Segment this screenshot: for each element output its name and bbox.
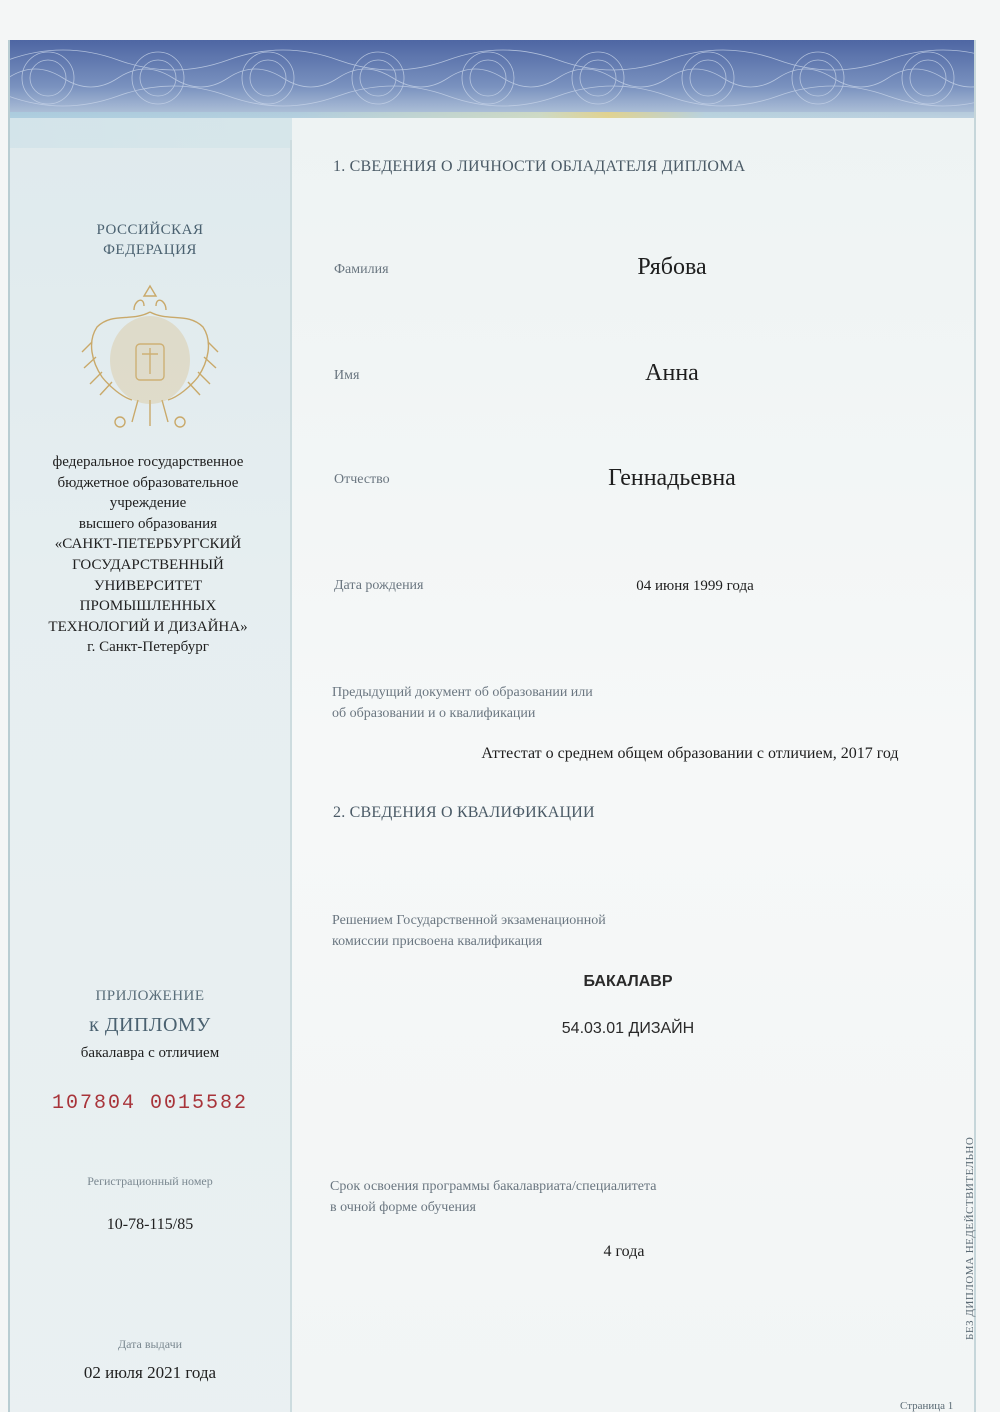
- column-divider: [290, 140, 292, 1412]
- qualification-label-line: комиссии присвоена квалификация: [332, 934, 543, 949]
- org-line: учреждение: [109, 495, 187, 512]
- country-name: РОССИЙСКАЯ ФЕДЕРАЦИЯ: [96, 222, 204, 258]
- org-line: высшего образования: [78, 515, 218, 532]
- first-name-label: Имя: [334, 368, 360, 383]
- coat-of-arms-icon: [72, 282, 228, 440]
- side-note-text: БЕЗ ДИПЛОМА НЕДЕЙСТВИТЕЛЬНО: [964, 1136, 976, 1340]
- specialty-value: 54.03.01 ДИЗАЙН: [561, 1020, 695, 1037]
- registration-number: 10-78-115/85: [106, 1216, 194, 1233]
- last-name-value: Рябова: [637, 254, 707, 280]
- annex-title-line1: ПРИЛОЖЕНИЕ: [95, 988, 205, 1004]
- birth-date-label: Дата рождения: [334, 578, 424, 593]
- organization-name: [20, 452, 276, 658]
- study-duration-label: [330, 1176, 770, 1218]
- previous-document-label-line: об образовании и о квалификации: [332, 706, 536, 721]
- guilloche-banner: [8, 40, 976, 118]
- birth-date-value: 04 июня 1999 года: [636, 578, 754, 594]
- org-line: ПРОМЫШЛЕННЫХ: [79, 598, 217, 615]
- annex-title-line3: бакалавра с отличием: [80, 1045, 220, 1061]
- study-duration-label-line: Срок освоения программы бакалавриата/специалитета: [330, 1179, 657, 1194]
- left-border-line: [8, 40, 10, 1412]
- org-line: ГОСУДАРСТВЕННЫЙ: [72, 556, 224, 573]
- org-line: бюджетное образовательное: [57, 474, 239, 491]
- qualification-value: БАКАЛАВР: [583, 973, 673, 990]
- serial-number: 107804 0015582: [51, 1092, 249, 1115]
- study-duration-value: 4 года: [603, 1243, 645, 1260]
- study-duration-label-line: в очной форме обучения: [330, 1200, 476, 1215]
- org-line: г. Санкт-Петербург: [87, 639, 209, 656]
- section-1-heading: 1. СВЕДЕНИЯ О ЛИЧНОСТИ ОБЛАДАТЕЛЯ ДИПЛОМА: [333, 158, 746, 175]
- first-name-value: Анна: [645, 360, 699, 386]
- annex-title-line2: к ДИПЛОМУ: [89, 1014, 211, 1036]
- issue-date-label: Дата выдачи: [117, 1337, 183, 1351]
- patronymic-value: Геннадьевна: [608, 465, 736, 491]
- page-label: Страница 1: [900, 1400, 954, 1412]
- previous-document-value: Аттестат о среднем общем образовании с отличием, 2017 год: [481, 745, 899, 762]
- section-2-heading: 2. СВЕДЕНИЯ О КВАЛИФИКАЦИИ: [333, 804, 595, 821]
- previous-document-label: [332, 682, 732, 724]
- qualification-label-line: Решением Государственной экзаменационной: [332, 913, 606, 928]
- org-line: УНИВЕРСИТЕТ: [93, 577, 203, 594]
- last-name-label: Фамилия: [334, 262, 389, 277]
- patronymic-label: Отчество: [334, 472, 390, 487]
- org-line: федеральное государственное: [52, 454, 244, 470]
- issue-date: 02 июля 2021 года: [83, 1363, 217, 1382]
- previous-document-label-line: Предыдущий документ об образовании или: [332, 685, 593, 700]
- org-line: ТЕХНОЛОГИЙ И ДИЗАЙНА»: [48, 618, 248, 635]
- qualification-label: [332, 910, 752, 952]
- registration-number-label: Регистрационный номер: [87, 1174, 213, 1188]
- side-note: [934, 1100, 994, 1340]
- org-line: «САНКТ-ПЕТЕРБУРГСКИЙ: [54, 536, 242, 553]
